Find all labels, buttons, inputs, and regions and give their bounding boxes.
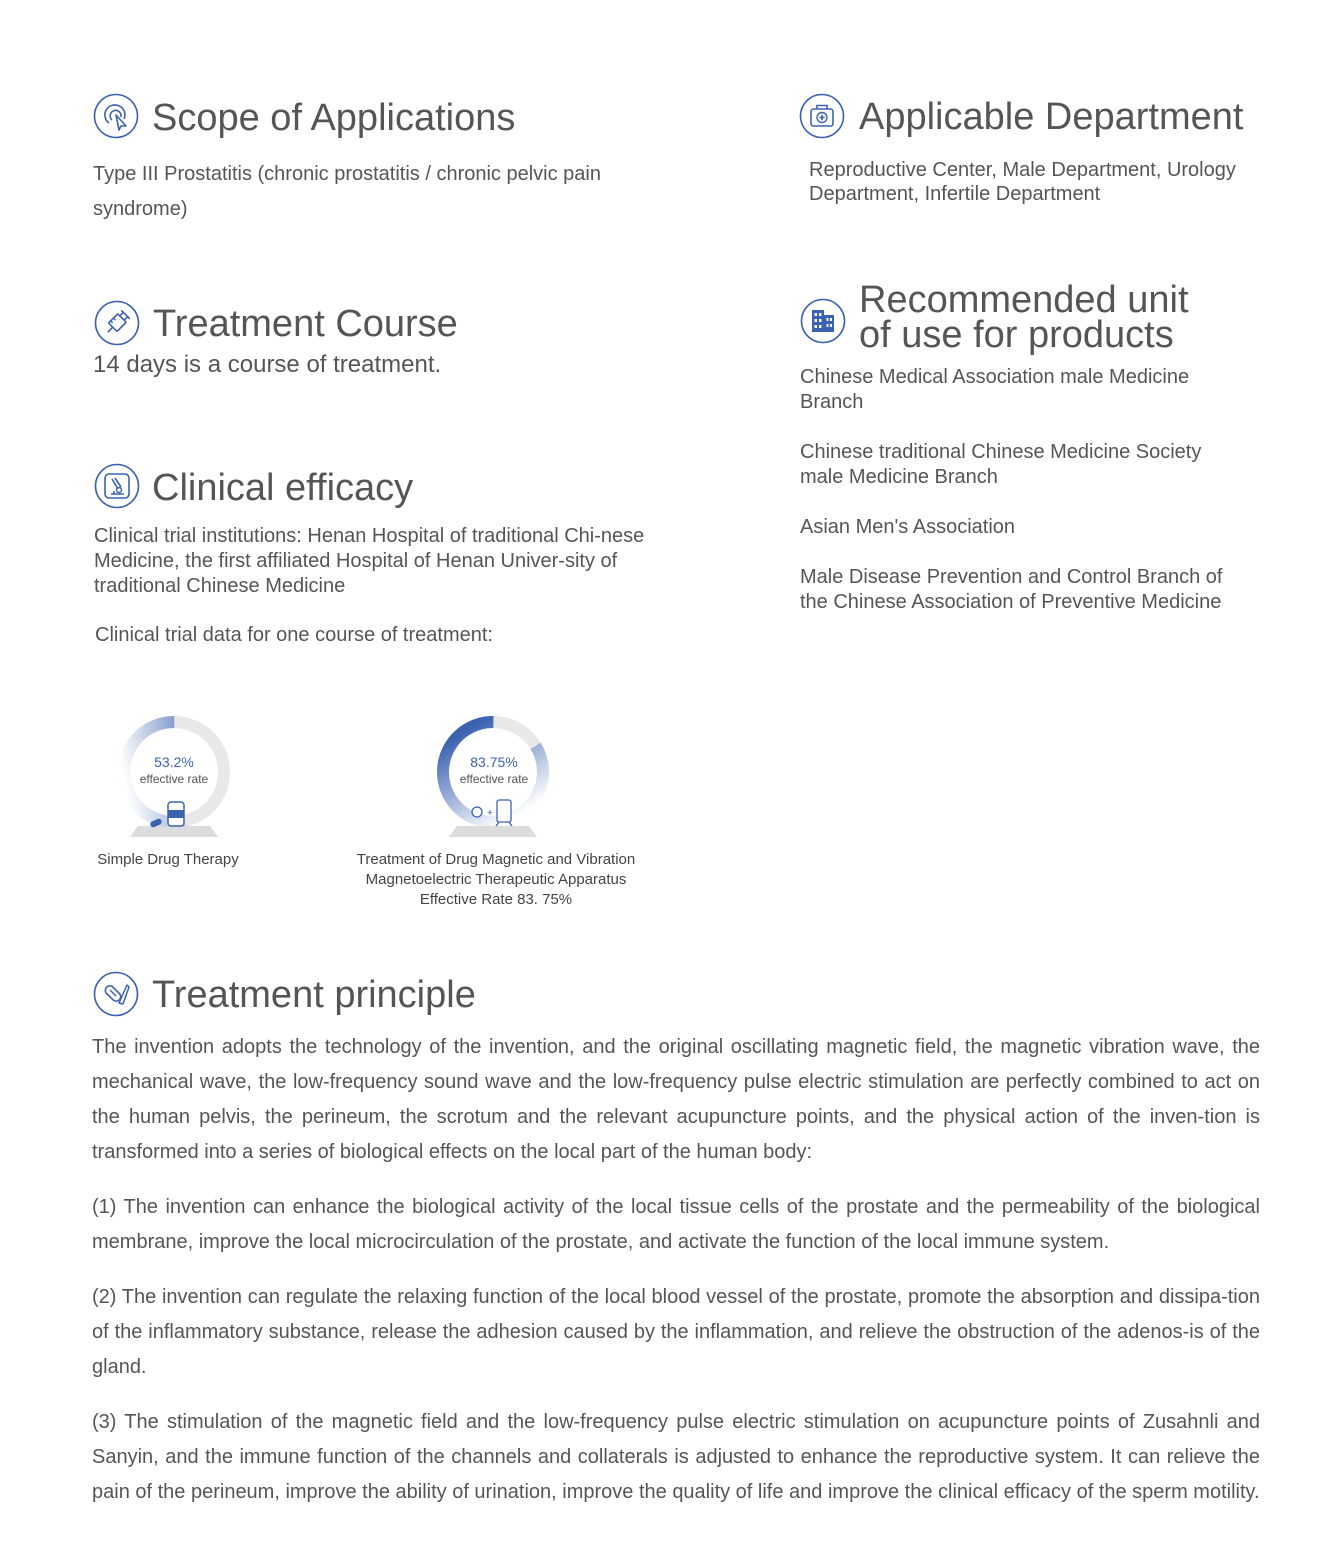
- building-icon: [800, 298, 846, 344]
- principle-paragraph: (3) The stimulation of the magnetic field and the low-frequency pulse electric stimulation on acupuncture points of Zusahnli and Sanyin, and the immune function of the channels and collaterals is adjusted to enhance the reproductive system. It can relieve the pain of the perineum, improve the ability of urination, improve the quality of life and improve the clinical efficacy of the sperm motility.: [92, 1411, 1260, 1503]
- target-click-icon: [93, 93, 139, 139]
- gauge-caption-line: Effective Rate 83. 75%: [419, 891, 573, 908]
- efficacy-title: Clinical efficacy: [152, 467, 414, 509]
- gauge-caption: Simple Drug Therapy: [97, 851, 239, 868]
- principle-paragraph: (1) The invention can enhance the biological activity of the local tissue cells of the prostate and the permeability of the biological membrane, improve the local microcirculation of the prostate, and activate the function of the local immune system.: [92, 1196, 1260, 1253]
- medical-kit-icon: [799, 93, 845, 139]
- recommended-item: Chinese traditional Chinese Medicine Society male Medicine Branch: [800, 441, 1202, 488]
- principle-paragraph: (2) The invention can regulate the relaxing function of the local blood vessel of the prostate, promote the absorption and dissipa-tion of the inflammatory substance, release the adhesion caused by the inflammation, and relieve the obstruction of the adenos-is of the gland.: [92, 1286, 1260, 1378]
- recommended-item: Male Disease Prevention and Control Branch of the Chinese Association of Preventive Medicine: [800, 566, 1223, 613]
- course-text: 14 days is a course of treatment.: [93, 351, 442, 378]
- gauge-caption: [336, 850, 656, 910]
- pill-pen-icon: [93, 971, 139, 1017]
- svg-text:+: +: [487, 808, 493, 819]
- recommended-item: Asian Men's Association: [800, 516, 1016, 538]
- efficacy-institutions: Clinical trial institutions: Henan Hospital of traditional Chi-nese Medicine, the first affiliated Hospital of Henan Univer-sity of traditional Chinese Medicine: [94, 525, 645, 597]
- recommended-title-line2: of use for products: [859, 314, 1174, 356]
- gauge-caption-line: Treatment of Drug Magnetic and Vibration: [356, 851, 636, 868]
- gauge-value: 83.75%: [470, 754, 518, 770]
- syringe-icon: [94, 300, 140, 346]
- efficacy-data-intro: Clinical trial data for one course of treatment:: [95, 624, 493, 646]
- principle-title: Treatment principle: [152, 974, 476, 1016]
- scope-title: Scope of Applications: [152, 97, 516, 139]
- department-title: Applicable Department: [859, 96, 1244, 138]
- gauge-value: 53.2%: [154, 754, 194, 770]
- gauge-label: effective rate: [139, 772, 209, 786]
- gauge-caption-line: Magnetoelectric Therapeutic Apparatus: [365, 871, 627, 888]
- recommended-item: Chinese Medical Association male Medicine Branch: [800, 366, 1190, 413]
- gauge-label: effective rate: [459, 772, 529, 786]
- principle-paragraph: The invention adopts the technology of the invention, and the original oscillating magnetic field, the magnetic vibration wave, the mechanical wave, the low-frequency sound wave and the low-frequency pulse electric stimulation are perfectly combined to act on the human pelvis, the perineum, the scrotum and the relevant acupuncture points, and the physical action of the inven-tion is transformed into a series of biological effects on the local part of the human body:: [92, 1036, 1260, 1163]
- microscope-icon: [94, 463, 140, 509]
- recommended-title-line1: Recommended unit: [859, 279, 1189, 321]
- scope-text: Type III Prostatitis (chronic prostatitis / chronic pelvic pain syndrome): [93, 163, 601, 220]
- department-text: Reproductive Center, Male Department, Urology Department, Infertile Department: [809, 159, 1236, 205]
- course-title: Treatment Course: [153, 303, 458, 345]
